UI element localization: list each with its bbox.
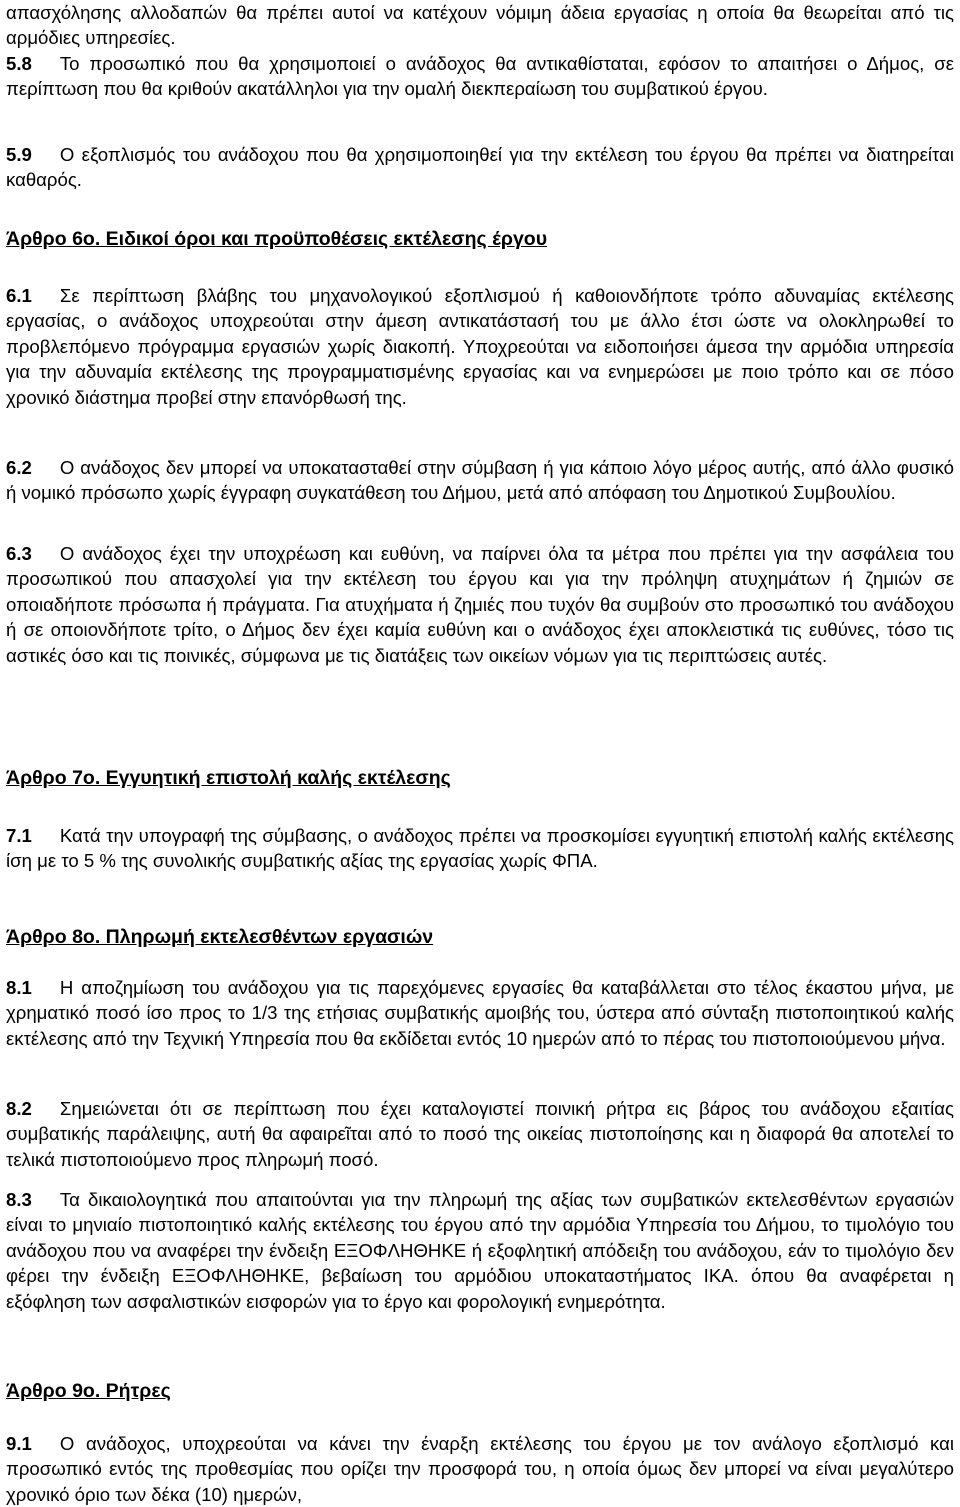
clause-number: 9.1 [6, 1433, 32, 1454]
article-8-heading: Άρθρο 8ο. Πληρωμή εκτελεσθέντων εργασιών [6, 926, 434, 948]
paragraph-9-1: 9.1 Ο ανάδοχος, υποχρεούται να κάνει την έναρξη εκτέλεσης του έργου με τον ανάλογο εξοπλισμό και προσωπικό εντός της προθεσμίας που ορίζει την προσφορά του, η οποία όμως δεν μπορεί να είναι μεγαλύτερο χρονικό όριο των δέκα (10) ημερών, [6, 1433, 954, 1505]
paragraph-7-1: 7.1 Κατά την υπογραφή της σύμβασης, ο ανάδοχος πρέπει να προσκομίσει εγγυητική επιστολή καλής εκτέλεσης ίση με το 5 % της συνολικής συμβατικής αξίας της εργασίας χωρίς ΦΠΑ. [6, 825, 954, 872]
paragraph-8-3: 8.3 Τα δικαιολογητικά που απαιτούνται για την πληρωμή της αξίας των συμβατικών εκτελεσθέντων εργασιών είναι το μηνιαίο πιστοποιητικό καλής εκτέλεσης του έργου από την αρμόδια Υπηρεσία του Δήμου, το τιμολόγιο του ανάδοχου που να αναφέρει την ένδειξη ΕΞΟΦΛΗΘΗΚΕ ή εξοφλητική απόδειξη του ανάδοχου, εάν το τιμολόγιο δεν φέρει την ένδειξη ΕΞΟΦΛΗΘΗΚΕ, βεβαίωση του αρμόδιου υποκαταστήματος ΙΚΑ. όπου θα αναφέρεται η εξόφληση των ασφαλιστικών εισφορών για το έργο και φορολογική ενημερότητα. [6, 1189, 954, 1312]
paragraph-5-8: 5.8 Το προσωπικό που θα χρησιμοποιεί ο ανάδοχος θα αντικαθίσταται, εφόσον το απαιτήσει ο Δήμος, σε περίπτωση που θα κριθούν ακατάλληλοι για την ομαλή διεκπεραίωση του συμβατικού έργου. [6, 53, 954, 100]
article-6-heading: Άρθρο 6ο. Ειδικοί όροι και προϋποθέσεις εκτέλεσης έργου [6, 228, 548, 250]
clause-number: 5.9 [6, 144, 32, 165]
paragraph-8-1: 8.1 Η αποζημίωση του ανάδοχου για τις παρεχόμενες εργασίες θα καταβάλλεται στο τέλος έκαστου μήνα, με χρηματικό ποσό ίσο προς το 1/3 της ετήσιας συμβατικής αμοιβής του, ύστερα από σύνταξη πιστοποιητικού καλής εκτέλεσης από την Τεχνική Υπηρεσία που θα εκδίδεται εντός 10 ημερών από το πέρας του πιστοποιούμενου μήνα. [6, 977, 954, 1049]
article-7-heading: Άρθρο 7ο. Εγγυητική επιστολή καλής εκτέλεσης [6, 767, 451, 789]
paragraph-6-2: 6.2 Ο ανάδοχος δεν μπορεί να υποκατασταθεί στην σύμβαση ή για κάποιο λόγο μέρος αυτής, από άλλο φυσικό ή νομικό πρόσωπο χωρίς έγγραφη συγκατάθεση του Δήμου, μετά από απόφαση του Δημοτικού Συμβουλίου. [6, 457, 954, 504]
clause-number: 8.2 [6, 1098, 32, 1119]
clause-number: 8.3 [6, 1189, 32, 1210]
paragraph-6-3: 6.3 Ο ανάδοχος έχει την υποχρέωση και ευθύνη, να παίρνει όλα τα μέτρα που πρέπει για την ασφάλεια του προσωπικού που απασχολεί για την εκτέλεση του έργου και για την πρόληψη ατυχημάτων ή ζημιών σε οποιαδήποτε πρόσωπα ή πράγματα. Για ατυχήματα ή ζημιές που τυχόν θα συμβούν στο προσωπικό του ανάδοχου ή σε οποιονδήποτε τρίτο, ο Δήμος δεν έχει καμία ευθύνη και ο ανάδοχος έχει αποκλειστικά τις ευθύνες, τόσο τις αστικές όσο και τις ποινικές, σύμφωνα με τις διατάξεις των οικείων νόμων για τις περιπτώσεις αυτές. [6, 543, 954, 666]
clause-number: 5.8 [6, 53, 32, 74]
clause-number: 8.1 [6, 977, 32, 998]
paragraph-6-1: 6.1 Σε περίπτωση βλάβης του μηχανολογικού εξοπλισμού ή καθοιονδήποτε τρόπο αδυναμίας εκτέλεσης εργασίας, ο ανάδοχος υποχρεούται στην άμεση αντικατάστασή του με άλλο έτσι ώστε να ολοκληρωθεί το προβλεπόμενο πρόγραμμα εργασιών χωρίς διακοπή. Υποχρεούται να ειδοποιήσει άμεσα την αρμόδια υπηρεσία για την αδυναμία εκτέλεσης της προγραμματισμένης εργασίας και να ενημερώσει με ποιο τρόπο και σε πόσο χρονικό διάστημα προβεί στην επανόρθωσή της. [6, 285, 954, 408]
clause-number: 6.1 [6, 285, 32, 306]
paragraph-5-9: 5.9 Ο εξοπλισμός του ανάδοχου που θα χρησιμοποιηθεί για την εκτέλεση του έργου θα πρέπει να διατηρείται καθαρός. [6, 144, 954, 191]
paragraph-continuation: απασχόλησης αλλοδαπών θα πρέπει αυτοί να κατέχουν νόμιμη άδεια εργασίας η οποία θα θεωρείται από τις αρμόδιες υπηρεσίες. [6, 2, 954, 49]
paragraph-8-2: 8.2 Σημειώνεται ότι σε περίπτωση που έχει καταλογιστεί ποινική ρήτρα εις βάρος του ανάδοχου εξαιτίας συμβατικής παράλειψης, αυτή θα αφαιρεῖται από το ποσό της οικείας πιστοποίησης και η διαφορά θα αποτελεί το τελικά πιστοποιούμενο προς πληρωμή ποσό. [6, 1098, 954, 1170]
clause-number: 7.1 [6, 825, 32, 846]
article-9-heading: Άρθρο 9ο. Ρήτρες [6, 1380, 171, 1402]
clause-number: 6.2 [6, 457, 32, 478]
clause-number: 6.3 [6, 543, 32, 564]
